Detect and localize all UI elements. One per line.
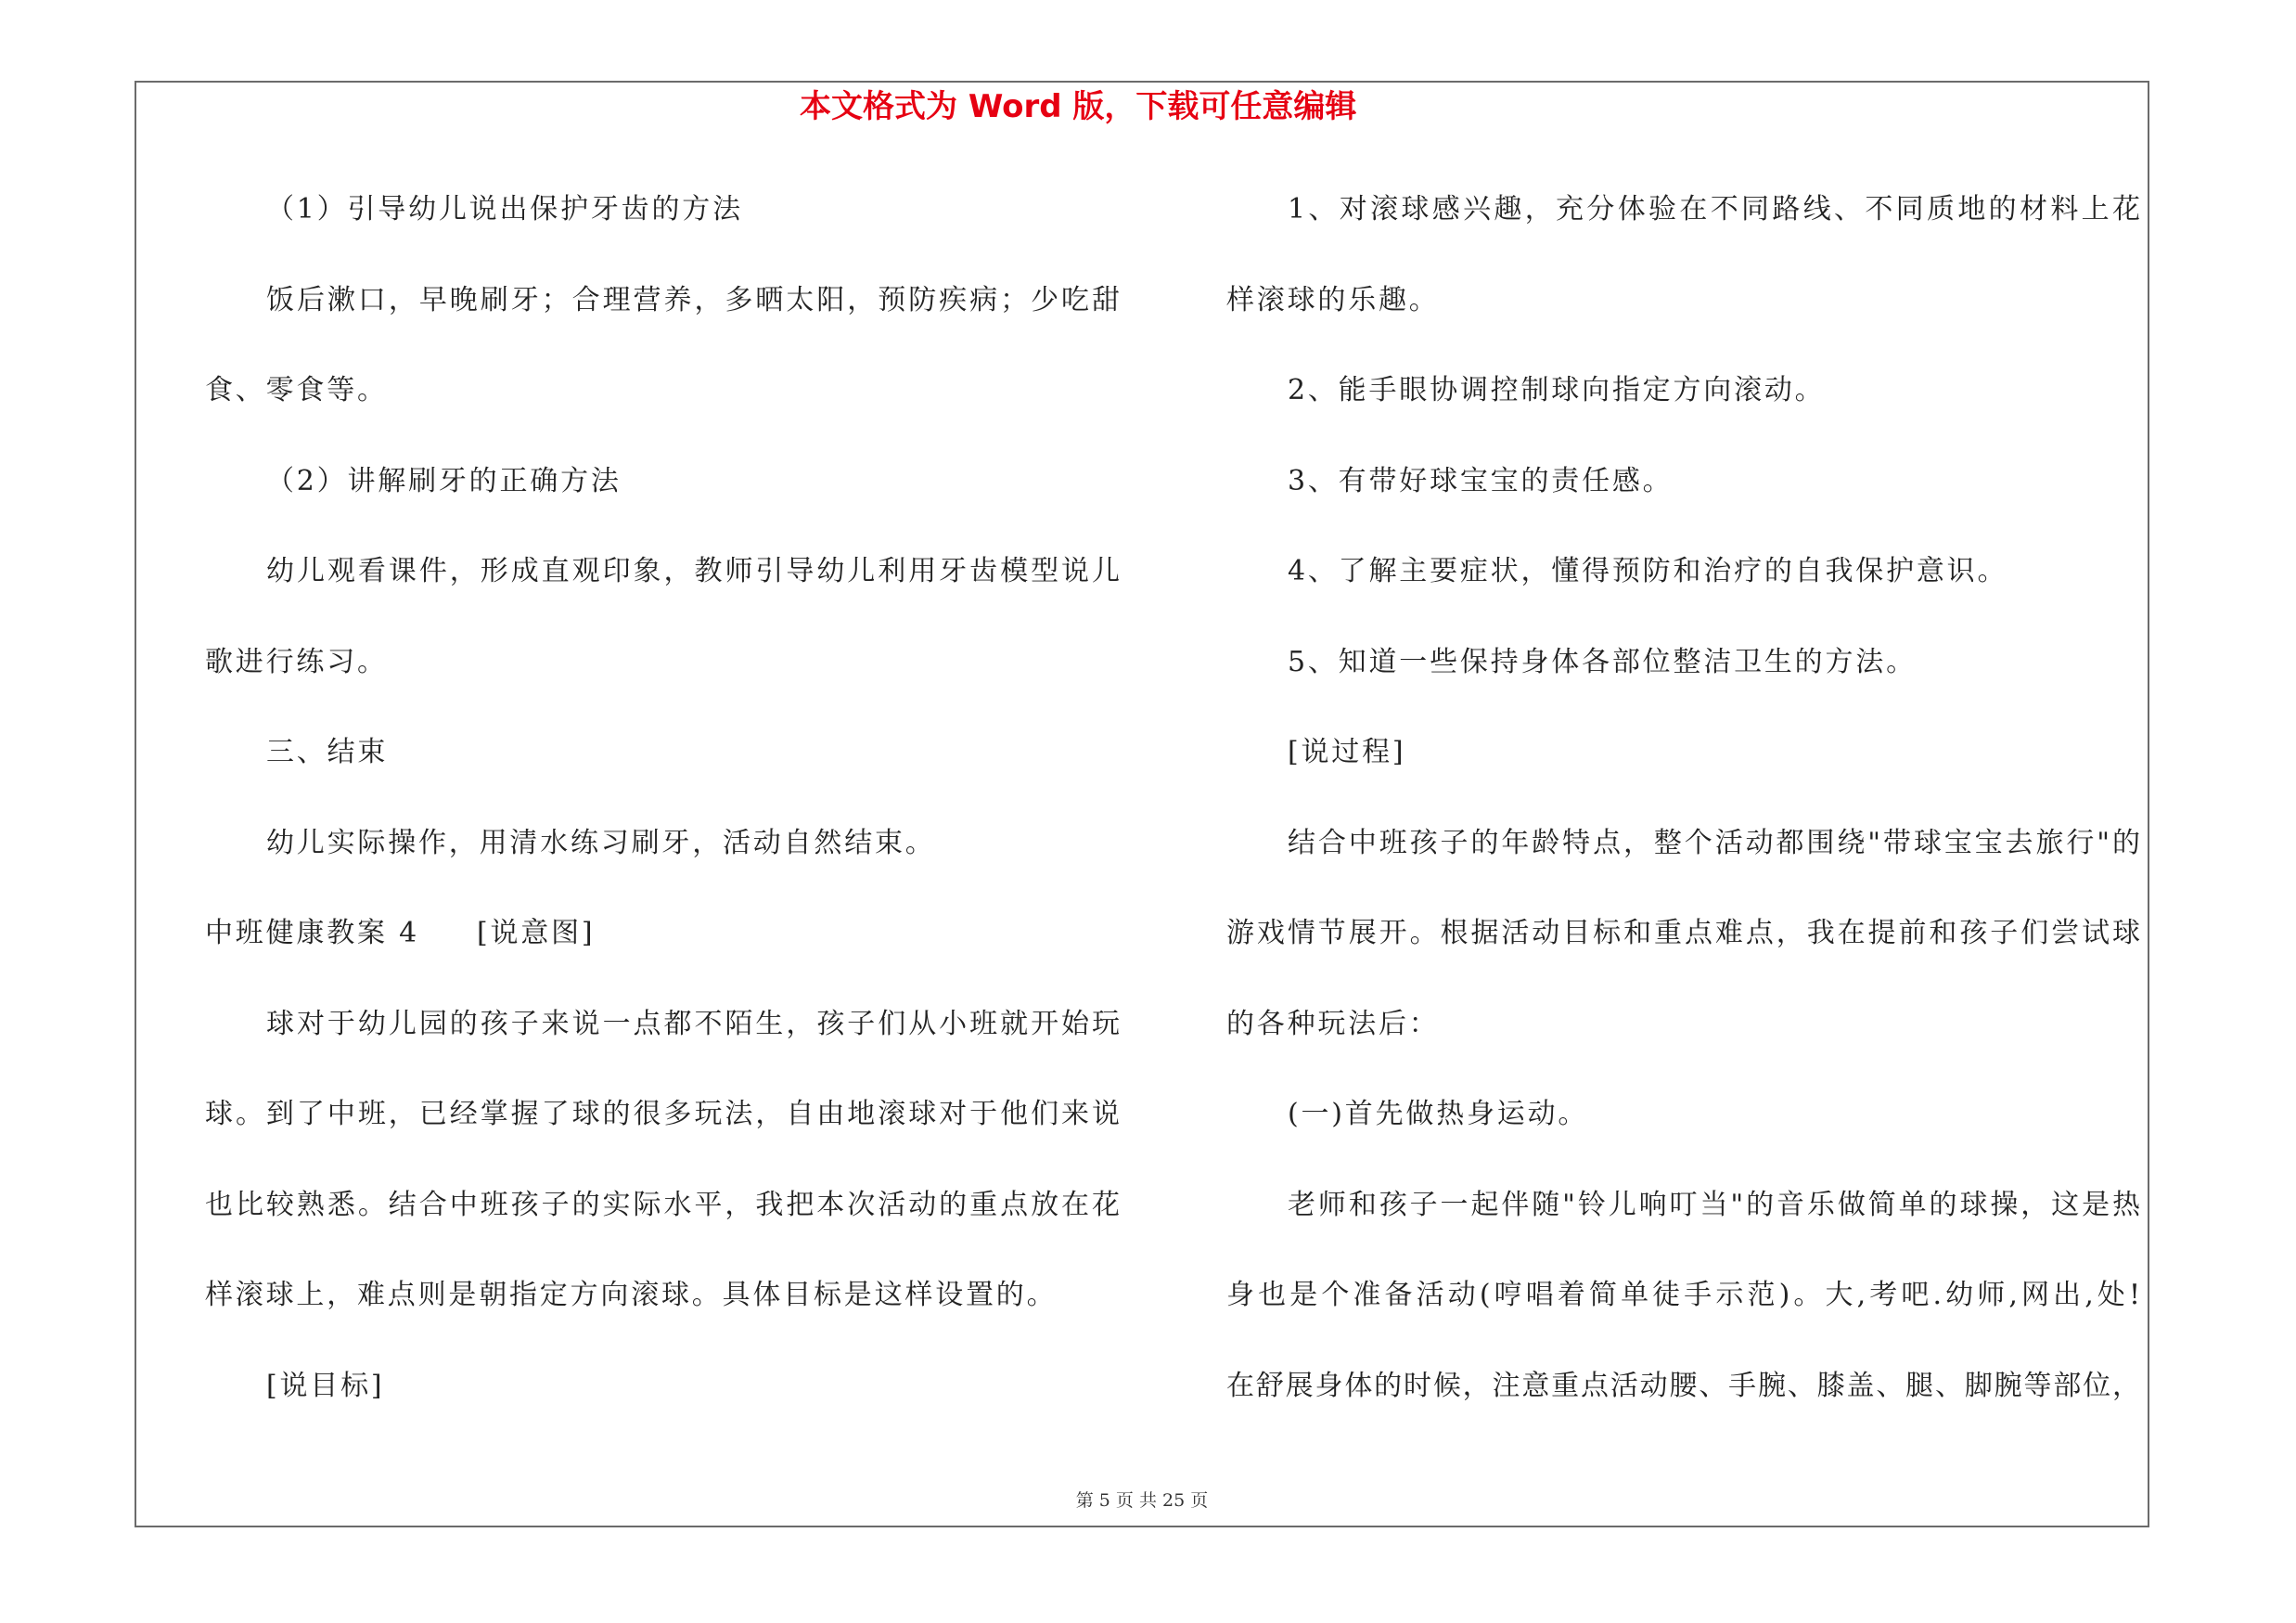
paragraph-line: 5、知道一些保持身体各部位整洁卫生的方法。 [1288, 645, 1917, 678]
paragraph-line: （2）讲解刷牙的正确方法 [266, 464, 622, 497]
paragraph-line: 幼儿实际操作，用清水练习刷牙，活动自然结束。 [266, 826, 936, 859]
paragraph-line: 球对于幼儿园的孩子来说一点都不陌生，孩子们从小班就开始玩 [266, 1007, 1120, 1040]
paragraph-line: 1、对滚球感兴趣，充分体验在不同路线、不同质地的材料上花 [1288, 193, 2140, 225]
paragraph-line: （1）引导幼儿说出保护牙齿的方法 [266, 193, 743, 225]
paragraph-line: 样滚球的乐趣。 [1226, 283, 1440, 316]
paragraph-line: 幼儿观看课件，形成直观印象，教师引导幼儿利用牙齿模型说儿 [266, 555, 1120, 587]
format-notice-header: 本文格式为 Word 版，下载可任意编辑 [800, 88, 1357, 125]
page-number-footer: 第 5 页 共 25 页 [1075, 1490, 1209, 1511]
paragraph-line: 歌进行练习。 [205, 645, 388, 678]
paragraph-line: 3、有带好球宝宝的责任感。 [1288, 464, 1674, 497]
section-heading: 三、结束 [266, 736, 389, 768]
right-text-column [1226, 164, 2140, 1431]
section-tag: [说意图] [477, 917, 596, 949]
section-tag: [说目标] [266, 1369, 385, 1402]
paragraph-line: 身也是个准备活动(哼唱着简单徒手示范)。大,考吧.幼师,网出,处! [1226, 1279, 2140, 1311]
paragraph-line: (一)首先做热身运动。 [1288, 1098, 1589, 1130]
paragraph-line: 也比较熟悉。结合中班孩子的实际水平，我把本次活动的重点放在花 [205, 1188, 1120, 1221]
paragraph-line: 在舒展身体的时候，注意重点活动腰、手腕、膝盖、腿、脚腕等部位， [1226, 1369, 2140, 1402]
paragraph-line: 食、零食等。 [205, 374, 388, 406]
paragraph-line: 结合中班孩子的年龄特点，整个活动都围绕"带球宝宝去旅行"的 [1288, 826, 2140, 859]
paragraph-line: 样滚球上，难点则是朝指定方向滚球。具体目标是这样设置的。 [205, 1279, 1058, 1311]
paragraph-line: 4、了解主要症状，懂得预防和治疗的自我保护意识。 [1288, 555, 2008, 587]
paragraph-line: 的各种玩法后： [1226, 1007, 1440, 1040]
paragraph-line: 球。到了中班，已经掌握了球的很多玩法，自由地滚球对于他们来说 [205, 1098, 1120, 1130]
paragraph-line: 2、能手眼协调控制球向指定方向滚动。 [1288, 374, 1826, 406]
left-text-column [205, 164, 1120, 1431]
paragraph-line: 游戏情节展开。根据活动目标和重点难点，我在提前和孩子们尝试球 [1226, 917, 2140, 949]
paragraph-line: 老师和孩子一起伴随"铃儿响叮当"的音乐做简单的球操，这是热 [1288, 1188, 2140, 1221]
section-tag: [说过程] [1288, 736, 1406, 768]
lesson-heading-line [205, 888, 1120, 979]
paragraph-line: 饭后漱口，早晚刷牙；合理营养，多晒太阳，预防疾病；少吃甜 [266, 283, 1120, 316]
lesson-title: 中班健康教案 4 [205, 917, 420, 949]
